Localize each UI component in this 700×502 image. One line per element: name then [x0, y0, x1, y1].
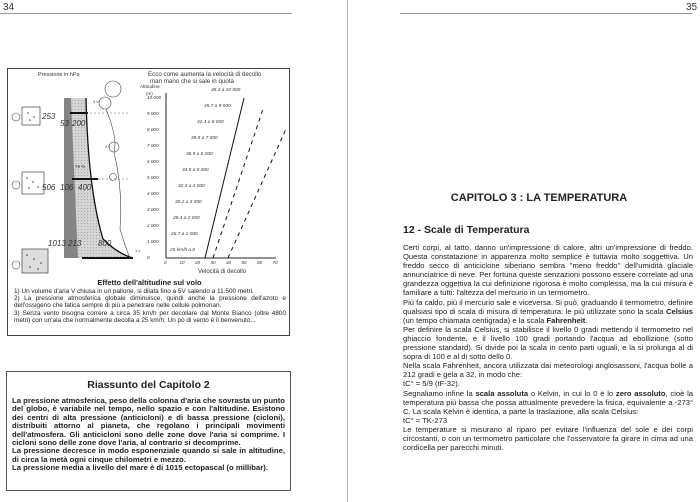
- altitude-tick-label: 0: [147, 254, 150, 260]
- altitude-tick-label: 3 000: [147, 206, 159, 212]
- altitude-tick-label: 9 000: [147, 110, 159, 116]
- term-absolute-scale: scala assoluta: [475, 388, 529, 398]
- speed-annotation: 36.9 a 6 000: [186, 152, 213, 157]
- speed-tick-label: 10: [179, 260, 185, 265]
- figure-caption-2: man mano che si sale in quota: [150, 78, 234, 85]
- speed-tick-label: 40: [226, 260, 232, 265]
- pressure-high-o2: 53: [60, 119, 69, 128]
- text-run: Segnaliamo infine la: [403, 388, 476, 398]
- altitude-unit: (m): [146, 90, 153, 96]
- pressure-high-n2: 200: [72, 119, 86, 128]
- header-rule-left: [0, 13, 292, 14]
- body-paragraph: [403, 298, 693, 325]
- pressure-low-n2: 800: [98, 239, 112, 248]
- altitude-tick-label: 10 000: [147, 94, 162, 100]
- term-fahrenheit: Fahrenheit: [546, 315, 586, 325]
- speed-annotation: 25 km/h a 0: [170, 248, 196, 253]
- speed-annotation: 26.7 a 1 000: [171, 232, 198, 237]
- speed-annotation: 42.4 a 8 000: [197, 120, 224, 125]
- speed-tick-label: 70: [272, 260, 278, 265]
- term-celsius: Celsius: [665, 306, 693, 316]
- summary-paragraph: La pressione media a livello del mare è di 1015 ectopascal (o millibar).: [12, 463, 268, 473]
- altitude-tick-label: 8 000: [147, 126, 159, 132]
- altitude-figure: [7, 68, 290, 336]
- figure-caption-1: Ecco come aumenta la velocità di decollo: [148, 71, 262, 78]
- speed-annotation: 32.3 a 4 000: [178, 184, 205, 189]
- formula-fahrenheit: tC° = 5/9 (tF-32).: [403, 379, 460, 389]
- figure-title: Effetto dell'altitudine sul volo: [97, 278, 202, 287]
- chapter-summary-box: [6, 371, 291, 491]
- page-number-right: 35: [686, 2, 698, 13]
- pressure-mid-n2: 400: [78, 183, 92, 192]
- pressure-low-total: 1013: [48, 239, 66, 248]
- book-gutter: [347, 0, 348, 502]
- body-paragraph: Nella scala Fahrenheit, ancora utilizzata dai meteorologi anglosassoni, l'acqua bolle a 212 gradi e gela a 32, in modo che:: [403, 361, 693, 380]
- air-cube-mid: [12, 172, 44, 194]
- balloon-label-4v: 4 v: [93, 99, 99, 104]
- chapter-title: CAPITOLO 3 : LA TEMPERATURA: [450, 192, 628, 204]
- altitude-tick-label: 5 000: [147, 174, 159, 180]
- speed-axis-label: Velocità di decollo: [198, 269, 247, 275]
- body-paragraph: Per definire la scala Celsius, si stabilisce il livello 0 gradi mettendo il termometro nel ghiaccio fondente, e il livello 100 gradi portando l'acqua ad ebollizione (sotto pressione standard). Si divide poi la scala in cento parti uguali, e la si prolunga al di sopra di 100 e al di sotto dello 0.: [403, 324, 693, 362]
- term-absolute-zero: zero assoluto: [615, 388, 666, 398]
- balloon-label-2v: 2 v: [105, 144, 111, 149]
- header-rule-right: [400, 13, 692, 14]
- figure-note: 3) Senza vento bisogna correre a circa 35 km/h per decollare dal Monte Bianco (oltre 4800 metri) con un'ala che normalmente decolla a 25 km/h. Un pò di vento è il benvenuto...: [14, 309, 286, 324]
- speed-tick-label: 20: [195, 260, 201, 265]
- summary-paragraph: La pressione atmosferica, peso della colonna d'aria che sovrasta un punto del globo, è variabile nel tempo, nello spazio e con l'altitudine. Esistono dei centri di alta pressione (anticicloni) e di bassa pressione (cicloni), distribuiti attorno al pianeta, che regolano i principali movimenti dell'atmosfera. Gli anticicloni sono delle zone dove l'aria si comprime. I cicloni sono delle zone dove l'aria, al contrario si decomprime.: [12, 396, 285, 448]
- speed-annotation: 39.5 a 7 000: [191, 136, 218, 141]
- air-cube-low: [12, 249, 48, 273]
- nitrogen-percent: 79 %: [75, 164, 86, 169]
- summary-body: [7, 397, 290, 473]
- pressure-mid-total: 506: [42, 183, 56, 192]
- pressure-label: Pressione in hPa: [38, 72, 80, 78]
- chapter-body: [403, 243, 693, 452]
- body-paragraph: Certi corpi, al tatto, danno un'impressione di calore, altri un'impressione di freddo. Questa constatazione in apparenza molto semplice è tuttavia molto soggettiva. Un freddo secco di anticiclone siberiano sembra ''meno freddo'' dell'umidità glaciale annunciatrice di neve. Per fortuna queste senzazioni possono essere correlate ad una grandezza oggettiva la cui definizione rigorosa è molto complessa, ma la cui misura è familiare a tutti: l'altezza del mercurio in un termometro.: [403, 243, 693, 298]
- speed-tick-label: 60: [257, 260, 263, 265]
- speed-tick-label: 0: [164, 260, 167, 265]
- figure-note: 2) La pressione atmosferica globale diminuisce, quindi anche la pressione dell'azoto e dell'ossigeno che fatica sempre di più a penetrare nelle cellule polmonari.: [14, 295, 286, 310]
- pressure-low-o2: 213: [68, 239, 82, 248]
- text-run: .: [585, 315, 588, 325]
- text-run: Più fa caldo, più il mercurio sale e viceversa. Si può, graduando il termometro, definire qualsiasi tipo di scala di misura di temperatura: le più utilizzate sono la scala: [403, 297, 693, 316]
- speed-annotation: 28.4 a 2 000: [173, 216, 200, 221]
- balloon-label-1v: 1 v: [135, 248, 141, 253]
- body-paragraph: [403, 389, 693, 416]
- figure-notes: [14, 288, 286, 324]
- body-paragraph: Le temperature si misurano al riparo per evitare l'influenza del sole e dei corpi circostanti, o con un termometro particolare che l'osservatore fa girare in cima ad una cordicella per parecchi minuti.: [403, 424, 693, 453]
- text-run: (un tempo chiamata centigrada) e la scala: [403, 315, 547, 325]
- figure-note: 1) Un volume d'aria V chiusa in un pallone, si dilata fino a 5V salendo a 11.500 metri.: [14, 288, 254, 295]
- pressure-high-total: 253: [42, 112, 56, 121]
- speed-tick-label: 30: [210, 260, 216, 265]
- speed-annotation: 34.5 a 5 000: [182, 168, 209, 173]
- page-number-left: 34: [3, 2, 15, 13]
- altitude-label: Altitudine: [140, 85, 160, 90]
- balloon-diagram: [99, 81, 130, 258]
- air-cube-high: [12, 107, 40, 125]
- speed-annotation: 45.7 a 9 000: [204, 104, 231, 109]
- pressure-mid-o2: 106: [60, 183, 74, 192]
- speed-annotation: 30.2 a 3 000: [175, 200, 202, 205]
- altitude-tick-label: 2 000: [147, 222, 159, 228]
- altitude-tick-label: 4 000: [147, 190, 159, 196]
- text-run: , cioè la temperatura più bassa che possa attualmente prevedere la fisica, equivalente a -273° C. La scala Kelvin è identica, a parte la traslazione, alla scala Celsius:: [403, 388, 694, 416]
- altitude-tick-label: 1 000: [147, 238, 159, 244]
- speed-annotation: 48.3 a 10 000: [211, 88, 241, 93]
- text-run: o Kelvin, in cui lo 0 è lo: [528, 388, 616, 398]
- summary-title: Riassunto del Capitolo 2: [87, 379, 210, 391]
- formula-kelvin: tC° = TK-273: [403, 415, 448, 425]
- altitude-tick-label: 7 000: [147, 142, 159, 148]
- speed-tick-label: 50: [241, 260, 247, 265]
- altitude-tick-label: 6 000: [147, 158, 159, 164]
- summary-paragraph: La pressione decresce in modo esponenziale quando si sale in altitudine, di circa la metà ogni cinque chilometri e mezzo.: [12, 446, 285, 464]
- section-title: 12 - Scale di Temperatura: [403, 224, 530, 236]
- takeoff-line-dashed-2: [228, 129, 286, 258]
